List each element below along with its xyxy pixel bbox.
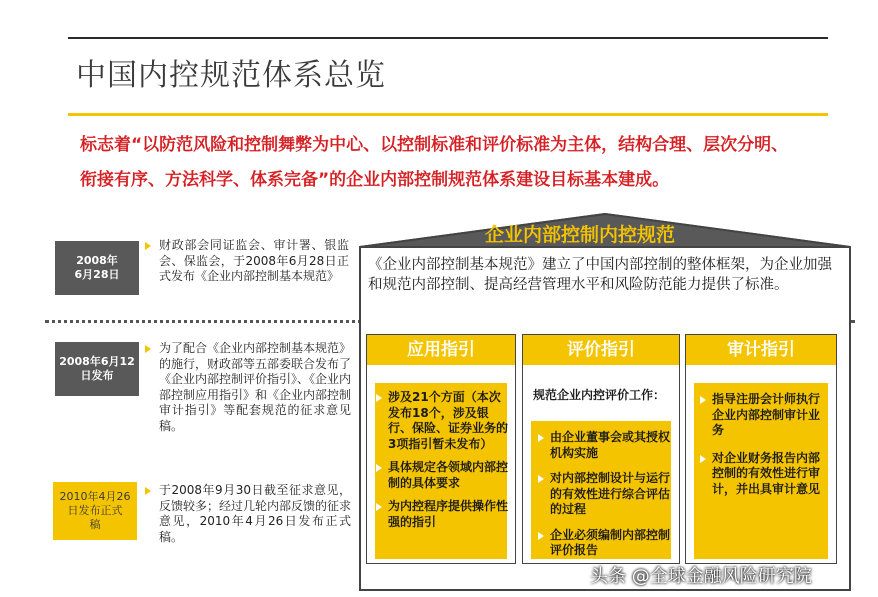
date-badge-3 (53, 482, 137, 540)
column-heading: 评价指引 (523, 335, 679, 365)
date-badge-line: 日发布正式 (67, 504, 123, 517)
list-item: 对企业财务报告内部控制的有效性进行审计，并出具审计意见 (712, 451, 828, 498)
top-divider (68, 37, 828, 39)
date-badge-1 (55, 241, 139, 295)
date-badge-2 (55, 342, 139, 396)
date-badge-line: 2008年 (76, 254, 118, 267)
watermark: 头条 @全球金融风险研究院 (590, 566, 812, 587)
timeline-text-1: 财政部会同证监会、审计署、银监会、保监会，于2008年6月28日正式发布《企业内部控制基本规范》 (159, 238, 349, 283)
title-underline (68, 113, 828, 116)
roof-label: 企业内部控制内控规范 (484, 224, 675, 246)
timeline-text-2: 为了配合《企业内部控制基本规范》的施行，财政部等五部委联合发布了《企业内部控制评价指引》、《企业内部控制应用指引》和《企业内部控制审计指引》等配套规范的征求意见稿。 (159, 341, 352, 433)
page-title: 中国内控规范体系总览 (76, 58, 386, 93)
date-badge-line: 2008年6月12 (59, 355, 135, 368)
bullet-arrow-icon (145, 242, 151, 250)
list-item: 为内控程序提供操作性强的指引 (388, 499, 509, 529)
list-item: 对内部控制设计与运行的有效性进行综合评估的过程 (550, 471, 671, 516)
key-statement: 标志着“以防范风险和控制舞弊为中心、以控制标准和评价标准为主体，结构合理、层次分明、衔接有序、方法科学、体系完备”的企业内部控制规范体系建设目标基本建成。 (80, 135, 789, 190)
list-item: 涉及21个方面（本次发布18个，涉及银行、保险、证券业务的3项指引暂未发布） (388, 390, 509, 451)
date-badge-line: 稿 (89, 518, 101, 531)
column-items (388, 390, 510, 530)
column-heading: 审计指引 (686, 335, 836, 365)
list-item: 由企业董事会或其授权机构实施 (550, 430, 671, 460)
list-item: 具体规定各领域内部控制的具体要求 (388, 460, 509, 490)
bullet-arrow-icon (145, 345, 151, 353)
framework-text: 《企业内部控制基本规范》建立了中国内部控制的整体框架，为企业加强和规范内部控制、提高经营管理水平和风险防范能力提供了标准。 (368, 257, 832, 293)
list-item: 企业必须编制内部控制评价报告 (550, 527, 671, 557)
list-item: 指导注册会计师执行企业内部控制审计业务 (712, 392, 828, 439)
date-badge-line: 日发布 (80, 369, 114, 382)
column-items (550, 430, 670, 559)
column-items (712, 392, 828, 497)
column-intro: 规范企业内控评价工作： (533, 388, 666, 402)
date-badge-line: 6月28日 (74, 268, 120, 281)
timeline-text-3: 于2008年9月30日截至征求意见，反馈较多；经过几轮内部反馈的征求意见，2010年4月26日发布正式稿。 (159, 483, 352, 544)
date-badge-line: 2010年4月26 (59, 490, 131, 503)
bullet-arrow-icon (145, 487, 151, 495)
column-heading: 应用指引 (367, 335, 515, 365)
